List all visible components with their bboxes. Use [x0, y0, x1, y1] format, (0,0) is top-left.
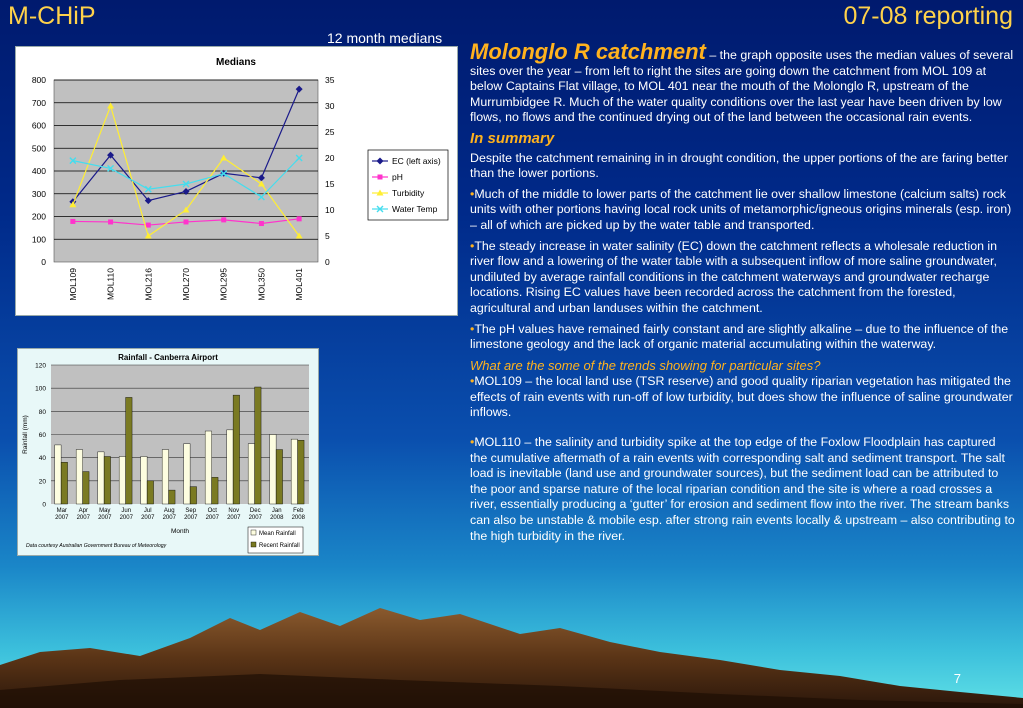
- x-tick-year: 2007: [141, 515, 155, 521]
- x-tick-label: MOL110: [105, 268, 116, 300]
- legend-swatch: [251, 542, 256, 547]
- x-tick-month: Sep: [185, 508, 197, 514]
- data-point: [70, 219, 75, 224]
- bullet-item: [470, 187, 1015, 234]
- x-tick-month: Jun: [121, 508, 132, 514]
- right-tick-label: 0: [325, 257, 330, 267]
- right-tick-label: 30: [325, 101, 335, 111]
- bar: [126, 397, 132, 504]
- x-tick-label: MOL401: [294, 268, 305, 301]
- right-tick-label: 20: [325, 153, 335, 163]
- left-tick-label: 400: [31, 166, 46, 176]
- left-tick-label: 500: [31, 143, 46, 154]
- left-tick-label: 300: [31, 188, 46, 199]
- bullet-item: [470, 239, 1015, 317]
- left-tick-label: 100: [31, 234, 46, 245]
- y-tick-label: 60: [38, 432, 46, 439]
- right-tick-label: 35: [325, 75, 335, 85]
- legend-label: Water Temp: [392, 204, 438, 214]
- chart-title: Rainfall - Canberra Airport: [118, 353, 218, 362]
- left-tick-label: 700: [31, 97, 46, 108]
- legend-label: Recent Rainfall: [259, 543, 300, 549]
- bullet-icon: •: [470, 186, 475, 201]
- x-tick-month: May: [99, 508, 111, 514]
- y-tick-label: 40: [38, 455, 46, 463]
- bar: [190, 487, 196, 504]
- intro-paragraph: [470, 39, 1015, 126]
- legend-label: EC (left axis): [392, 156, 441, 166]
- bar: [162, 450, 168, 504]
- bar: [119, 457, 125, 504]
- mountain-landscape: [0, 590, 1023, 708]
- x-tick-year: 2007: [184, 515, 198, 521]
- x-axis-label: Month: [170, 528, 190, 535]
- medians-chart-svg: [16, 47, 457, 315]
- x-tick-month: Apr: [78, 508, 88, 514]
- x-tick-label: MOL216: [143, 268, 154, 301]
- question-line: [470, 358, 1015, 375]
- bar: [141, 457, 147, 504]
- bar: [83, 472, 89, 504]
- header-right-title: 07-08 reporting: [843, 2, 1013, 30]
- data-point: [146, 223, 151, 228]
- x-tick-month: Mar: [56, 508, 67, 514]
- x-tick-year: 2007: [205, 515, 219, 521]
- x-tick-year: 2007: [119, 515, 133, 521]
- bar: [98, 452, 104, 504]
- medians-chart: [15, 46, 458, 316]
- x-tick-year: 2007: [76, 515, 90, 521]
- bar: [61, 462, 67, 504]
- right-tick-label: 25: [325, 127, 335, 137]
- legend-label: pH: [392, 172, 403, 182]
- legend-swatch: [251, 530, 256, 535]
- bullet-text: Much of the middle to lower parts of the catchment lie over shallow limestone (calcium salts) rock units with other portions having local rock units of metamorphic/igneous origins minerals (esp. iron) – all of which are picked up by the water table and transported.: [470, 186, 1012, 232]
- x-tick-label: MOL109: [67, 268, 78, 301]
- bar: [270, 435, 276, 505]
- bullet-icon: •: [470, 238, 475, 253]
- summary-heading: In summary: [470, 129, 555, 147]
- y-tick-label: 120: [35, 362, 46, 370]
- bar: [291, 439, 297, 504]
- y-tick-label: 0: [42, 501, 46, 509]
- bar: [212, 477, 218, 504]
- data-point: [108, 219, 113, 224]
- bar: [55, 445, 61, 504]
- left-tick-label: 200: [31, 211, 46, 222]
- x-tick-year: 2007: [98, 515, 112, 521]
- source-note: Data courtesy Australian Government Bureau of Meteorology: [26, 543, 167, 549]
- y-axis-label: Rainfall (mm): [22, 415, 29, 454]
- left-tick-label: 800: [31, 75, 46, 85]
- left-tick-label: 600: [31, 120, 46, 131]
- bar: [276, 450, 282, 504]
- rainfall-chart-svg: [18, 349, 318, 555]
- page-number: 7: [953, 671, 961, 686]
- x-tick-year: 2008: [270, 515, 284, 521]
- bar: [255, 387, 261, 504]
- rainfall-chart: [17, 348, 319, 556]
- y-tick-label: 80: [38, 408, 46, 416]
- bar: [147, 481, 153, 504]
- x-tick-label: MOL295: [218, 268, 229, 301]
- x-tick-month: Aug: [163, 508, 175, 514]
- bar: [205, 431, 211, 504]
- legend-label: Mean Rainfall: [259, 531, 296, 537]
- legend-label: Turbidity: [392, 188, 425, 198]
- legend-marker: [378, 175, 383, 180]
- x-tick-year: 2008: [291, 515, 305, 521]
- summary-text: Despite the catchment remaining in in drought condition, the upper portions of the are faring better than the lower portions.: [470, 150, 1008, 181]
- right-tick-label: 5: [325, 231, 330, 241]
- intro-text: – the graph opposite uses the median values of several sites over the year – from left to right the sites are going down the catchment from MOL 109 at below Captains Flat village, to MOL 401 near the mouth of the Molonglo R, upstream of the Murrumbidgee R. Much of the water quality conditions over the last year have been driven by low flows, no flows and the continued drying out of the land between the occasional rain events.: [470, 48, 1014, 125]
- bullet-text: The pH values have remained fairly constant and are slightly alkaline – due to the influence of the limestone geology and the lack of organic material accumulating within the waterway.: [470, 321, 1009, 352]
- bar: [76, 450, 82, 504]
- site-bullet: [470, 374, 1015, 421]
- bullet-icon: •: [470, 435, 475, 450]
- data-point: [259, 221, 264, 226]
- right-tick-label: 15: [325, 179, 335, 189]
- bar: [227, 430, 233, 504]
- site-bullet-text: MOL109 – the local land use (TSR reserve) and good quality riparian vegetation has mitigated the effects of rain events with run-off of low turbidity, but does show the influence of saline groundwater inflows.: [470, 374, 1013, 420]
- data-point: [221, 217, 226, 222]
- x-tick-month: Feb: [293, 508, 304, 514]
- y-tick-label: 20: [38, 478, 46, 486]
- left-tick-label: 0: [41, 257, 46, 267]
- bullet-icon: •: [470, 374, 475, 389]
- bullet-text: The steady increase in water salinity (EC) down the catchment reflects a wholesale reduction in river flow and a lowering of the water table with a subsequent inflow of more saline groundwater, undiluted by average rainfall conditions in the catchment waterways and groundwater recharge locations. Rising EC values have been recorded across the catchment from the forested, agricultural and urban landuses within the catchment.: [470, 238, 998, 315]
- x-tick-month: Jan: [271, 508, 282, 514]
- x-tick-label: MOL270: [181, 268, 191, 301]
- bar: [104, 457, 110, 504]
- x-tick-label: MOL350: [256, 268, 267, 301]
- x-tick-year: 2007: [55, 515, 69, 521]
- bar: [233, 395, 239, 504]
- x-tick-month: Oct: [207, 508, 217, 514]
- x-tick-month: Jul: [143, 508, 152, 514]
- data-point: [297, 216, 302, 221]
- bar: [184, 444, 190, 504]
- x-tick-month: Nov: [228, 508, 240, 514]
- question-text: What are the some of the trends showing for particular sites?: [470, 357, 821, 373]
- bullet-icon: •: [470, 321, 475, 336]
- header-left-title: M-CHiP: [8, 2, 96, 30]
- x-tick-year: 2007: [227, 515, 241, 521]
- x-tick-year: 2007: [162, 515, 176, 521]
- catchment-heading: Molonglo R catchment: [470, 39, 706, 64]
- bar: [169, 490, 175, 504]
- chart-title: Medians: [215, 57, 257, 68]
- bullet-item: [470, 322, 1015, 353]
- medians-caption: 12 month medians: [327, 30, 443, 46]
- site-bullet: [470, 435, 1015, 544]
- y-tick-label: 100: [35, 385, 46, 393]
- bar: [298, 440, 304, 504]
- bar: [248, 444, 254, 504]
- right-tick-label: 10: [325, 205, 335, 215]
- x-tick-year: 2007: [248, 515, 262, 521]
- text-panel: [470, 39, 1015, 549]
- x-tick-month: Dec: [249, 508, 261, 514]
- site-bullet-text: MOL110 – the salinity and turbidity spike at the top edge of the Foxlow Floodplain has captured the cumulative aftermath of a rain events with corresponding salt and sediment transport. The salt load is inevitable (land use and groundwater sources), but the sediment load can be attributed to the poor and sparse nature of the local riparian condition and the site is where a road crosses a river, essentially producing a ‘gutter’ for erosion and sediment flow into the river. The stream banks can also be unstable & mobile esp. after strong rain events locally & upstream – also contributing to the high turbidity in the river.: [470, 435, 1015, 543]
- data-point: [184, 219, 189, 224]
